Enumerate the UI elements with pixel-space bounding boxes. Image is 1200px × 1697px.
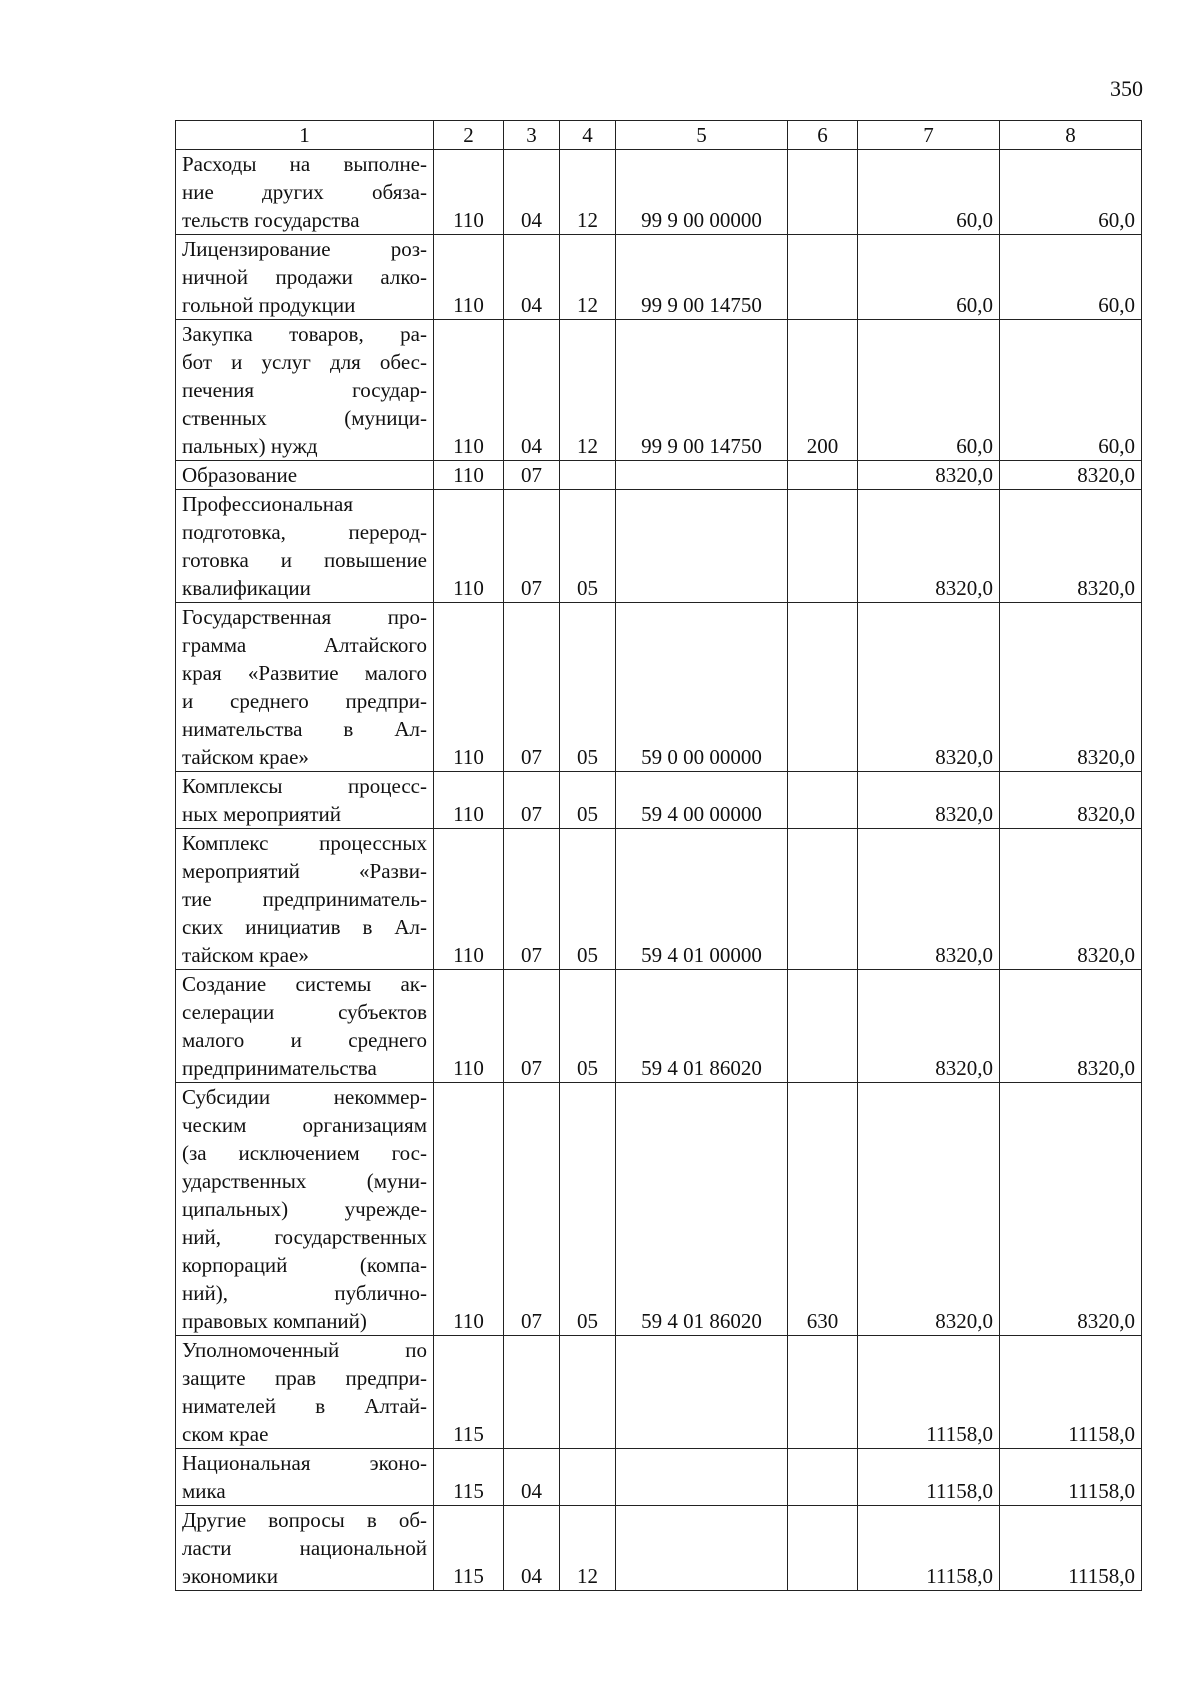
section-code-cell: 04 xyxy=(504,1449,560,1506)
amount-cell-7: 60,0 xyxy=(858,235,1000,320)
expense-type-cell xyxy=(788,490,858,603)
subsection-code-cell: 05 xyxy=(560,490,616,603)
header-col-1: 1 xyxy=(176,121,434,150)
row-name-line: и среднего предпри- xyxy=(182,689,427,713)
amount-cell-8: 8320,0 xyxy=(1000,970,1142,1083)
expense-type-cell xyxy=(788,1336,858,1449)
row-name-line: Создание системы ак- xyxy=(182,972,427,996)
target-code-cell: 59 0 00 00000 xyxy=(616,603,788,772)
expense-type-cell xyxy=(788,829,858,970)
target-code-cell: 59 4 01 86020 xyxy=(616,1083,788,1336)
table-row xyxy=(176,490,1142,603)
amount-cell-8: 11158,0 xyxy=(1000,1449,1142,1506)
table-row xyxy=(176,1449,1142,1506)
row-name-line: Комплекс процессных xyxy=(182,831,427,855)
row-name-line: Лицензирование роз- xyxy=(182,237,427,261)
amount-cell-7: 8320,0 xyxy=(858,772,1000,829)
row-name-line: Государственная про- xyxy=(182,605,427,629)
table-row xyxy=(176,1336,1142,1449)
row-name-cell xyxy=(176,603,434,772)
row-name-line: экономики xyxy=(182,1564,278,1588)
row-name-line: ударственных (муни- xyxy=(182,1169,427,1193)
amount-cell-7: 11158,0 xyxy=(858,1449,1000,1506)
expense-type-cell xyxy=(788,603,858,772)
amount-cell-7: 11158,0 xyxy=(858,1336,1000,1449)
amount-cell-8: 8320,0 xyxy=(1000,1083,1142,1336)
row-name-line: нимательства в Ал- xyxy=(182,717,427,741)
row-name-line: предпринимательства xyxy=(182,1056,377,1080)
subsection-code-cell: 12 xyxy=(560,1506,616,1591)
row-name-line: (за исключением гос- xyxy=(182,1141,427,1165)
row-name-cell xyxy=(176,150,434,235)
amount-cell-7: 8320,0 xyxy=(858,829,1000,970)
amount-cell-7: 8320,0 xyxy=(858,970,1000,1083)
row-name-cell xyxy=(176,461,434,490)
header-col-3: 3 xyxy=(504,121,560,150)
subsection-code-cell xyxy=(560,1336,616,1449)
expense-type-cell xyxy=(788,970,858,1083)
row-name-line: ственных (муници- xyxy=(182,406,427,430)
amount-cell-8: 11158,0 xyxy=(1000,1506,1142,1591)
row-name-cell xyxy=(176,490,434,603)
header-col-7: 7 xyxy=(858,121,1000,150)
target-code-cell: 59 4 01 86020 xyxy=(616,970,788,1083)
row-name-line: Субсидии некоммер- xyxy=(182,1085,427,1109)
row-name-line: печения государ- xyxy=(182,378,427,402)
table-row xyxy=(176,1506,1142,1591)
row-name-line: селерации субъектов xyxy=(182,1000,427,1024)
row-name-line: мика xyxy=(182,1479,226,1503)
amount-cell-8: 60,0 xyxy=(1000,235,1142,320)
expense-type-cell xyxy=(788,150,858,235)
amount-cell-8: 60,0 xyxy=(1000,150,1142,235)
row-name-cell xyxy=(176,829,434,970)
amount-cell-7: 60,0 xyxy=(858,320,1000,461)
target-code-cell: 99 9 00 00000 xyxy=(616,150,788,235)
table-row xyxy=(176,235,1142,320)
row-name-line: бот и услуг для обес- xyxy=(182,350,427,374)
row-name-cell xyxy=(176,235,434,320)
section-code-cell: 04 xyxy=(504,150,560,235)
expense-type-cell xyxy=(788,1449,858,1506)
section-code-cell: 07 xyxy=(504,603,560,772)
subsection-code-cell xyxy=(560,1449,616,1506)
admin-code-cell: 110 xyxy=(434,1083,504,1336)
row-name-line: ласти национальной xyxy=(182,1536,427,1560)
amount-cell-7: 8320,0 xyxy=(858,1083,1000,1336)
section-code-cell: 07 xyxy=(504,461,560,490)
admin-code-cell: 110 xyxy=(434,603,504,772)
subsection-code-cell: 12 xyxy=(560,150,616,235)
table-row xyxy=(176,970,1142,1083)
row-name-line: тайском крае» xyxy=(182,943,309,967)
section-code-cell xyxy=(504,1336,560,1449)
admin-code-cell: 115 xyxy=(434,1449,504,1506)
subsection-code-cell: 05 xyxy=(560,603,616,772)
amount-cell-7: 11158,0 xyxy=(858,1506,1000,1591)
target-code-cell xyxy=(616,490,788,603)
amount-cell-7: 8320,0 xyxy=(858,490,1000,603)
row-name-line: малого и среднего xyxy=(182,1028,427,1052)
row-name-line: Расходы на выполне- xyxy=(182,152,427,176)
amount-cell-7: 8320,0 xyxy=(858,603,1000,772)
section-code-cell: 04 xyxy=(504,320,560,461)
admin-code-cell: 110 xyxy=(434,970,504,1083)
row-name-line: ничной продажи алко- xyxy=(182,265,427,289)
row-name-line: корпораций (компа- xyxy=(182,1253,427,1277)
header-col-6: 6 xyxy=(788,121,858,150)
row-name-line: Национальная эконо- xyxy=(182,1451,427,1475)
target-code-cell xyxy=(616,461,788,490)
amount-cell-8: 8320,0 xyxy=(1000,490,1142,603)
target-code-cell xyxy=(616,1506,788,1591)
target-code-cell xyxy=(616,1449,788,1506)
row-name-line: Другие вопросы в об- xyxy=(182,1508,427,1532)
row-name-cell xyxy=(176,320,434,461)
admin-code-cell: 110 xyxy=(434,772,504,829)
admin-code-cell: 110 xyxy=(434,829,504,970)
row-name-line: грамма Алтайского xyxy=(182,633,427,657)
amount-cell-7: 60,0 xyxy=(858,150,1000,235)
table-row xyxy=(176,461,1142,490)
row-name-line: Комплексы процесс- xyxy=(182,774,427,798)
row-name-cell xyxy=(176,970,434,1083)
admin-code-cell: 110 xyxy=(434,150,504,235)
header-col-8: 8 xyxy=(1000,121,1142,150)
section-code-cell: 07 xyxy=(504,829,560,970)
admin-code-cell: 110 xyxy=(434,320,504,461)
subsection-code-cell xyxy=(560,461,616,490)
row-name-line: ческим организациям xyxy=(182,1113,427,1137)
section-code-cell: 04 xyxy=(504,235,560,320)
budget-table xyxy=(175,120,1142,1591)
row-name-line: готовка и повышение xyxy=(182,548,427,572)
target-code-cell xyxy=(616,1336,788,1449)
row-name-line: края «Развитие малого xyxy=(182,661,427,685)
subsection-code-cell: 05 xyxy=(560,1083,616,1336)
table-row xyxy=(176,320,1142,461)
expense-type-cell: 200 xyxy=(788,320,858,461)
row-name-line: ских инициатив в Ал- xyxy=(182,915,427,939)
amount-cell-7: 8320,0 xyxy=(858,461,1000,490)
section-code-cell: 07 xyxy=(504,490,560,603)
row-name-line: защите прав предпри- xyxy=(182,1366,427,1390)
admin-code-cell: 110 xyxy=(434,461,504,490)
row-name-line: ных мероприятий xyxy=(182,802,341,826)
section-code-cell: 04 xyxy=(504,1506,560,1591)
row-name-line: ском крае xyxy=(182,1422,269,1446)
row-name-line: пальных) нужд xyxy=(182,434,318,458)
row-name-line: мероприятий «Разви- xyxy=(182,859,427,883)
row-name-line: подготовка, переpод- xyxy=(182,520,427,544)
row-name-line: тайском крае» xyxy=(182,745,309,769)
section-code-cell: 07 xyxy=(504,772,560,829)
row-name-cell xyxy=(176,772,434,829)
section-code-cell: 07 xyxy=(504,1083,560,1336)
subsection-code-cell: 05 xyxy=(560,970,616,1083)
header-col-5: 5 xyxy=(616,121,788,150)
expense-type-cell: 630 xyxy=(788,1083,858,1336)
row-name-line: Образование xyxy=(182,463,298,487)
row-name-line: ний, государственных xyxy=(182,1225,427,1249)
subsection-code-cell: 12 xyxy=(560,320,616,461)
page-number: 350 xyxy=(1110,76,1143,101)
admin-code-cell: 115 xyxy=(434,1336,504,1449)
expense-type-cell xyxy=(788,461,858,490)
amount-cell-8: 8320,0 xyxy=(1000,461,1142,490)
table-row xyxy=(176,603,1142,772)
row-name-line: гольной продукции xyxy=(182,293,356,317)
expense-type-cell xyxy=(788,772,858,829)
row-name-cell xyxy=(176,1336,434,1449)
row-name-line: ципальных) учрежде- xyxy=(182,1197,427,1221)
subsection-code-cell: 05 xyxy=(560,772,616,829)
target-code-cell: 99 9 00 14750 xyxy=(616,235,788,320)
amount-cell-8: 8320,0 xyxy=(1000,772,1142,829)
row-name-cell xyxy=(176,1449,434,1506)
expense-type-cell xyxy=(788,1506,858,1591)
row-name-cell xyxy=(176,1506,434,1591)
row-name-line: тельств государства xyxy=(182,208,360,232)
table-header-row xyxy=(176,121,1142,150)
row-name-line: правовых компаний) xyxy=(182,1309,367,1333)
subsection-code-cell: 05 xyxy=(560,829,616,970)
header-col-4: 4 xyxy=(560,121,616,150)
target-code-cell: 99 9 00 14750 xyxy=(616,320,788,461)
admin-code-cell: 110 xyxy=(434,235,504,320)
row-name-line: тие предприниматель- xyxy=(182,887,427,911)
amount-cell-8: 11158,0 xyxy=(1000,1336,1142,1449)
row-name-line: квалификации xyxy=(182,576,311,600)
expense-type-cell xyxy=(788,235,858,320)
row-name-line: ний), публично- xyxy=(182,1281,427,1305)
table-body xyxy=(176,150,1142,1591)
table-row xyxy=(176,150,1142,235)
table-row xyxy=(176,829,1142,970)
amount-cell-8: 8320,0 xyxy=(1000,829,1142,970)
row-name-line: Уполномоченный по xyxy=(182,1338,427,1362)
amount-cell-8: 8320,0 xyxy=(1000,603,1142,772)
subsection-code-cell: 12 xyxy=(560,235,616,320)
row-name-cell xyxy=(176,1083,434,1336)
row-name-line: нимателей в Алтай- xyxy=(182,1394,427,1418)
row-name-line: Профессиональная xyxy=(182,492,354,516)
target-code-cell: 59 4 01 00000 xyxy=(616,829,788,970)
admin-code-cell: 115 xyxy=(434,1506,504,1591)
table-row xyxy=(176,772,1142,829)
target-code-cell: 59 4 00 00000 xyxy=(616,772,788,829)
header-col-2: 2 xyxy=(434,121,504,150)
table-row xyxy=(176,1083,1142,1336)
row-name-line: Закупка товаров, ра- xyxy=(182,322,427,346)
section-code-cell: 07 xyxy=(504,970,560,1083)
admin-code-cell: 110 xyxy=(434,490,504,603)
row-name-line: ние других обяза- xyxy=(182,180,427,204)
amount-cell-8: 60,0 xyxy=(1000,320,1142,461)
